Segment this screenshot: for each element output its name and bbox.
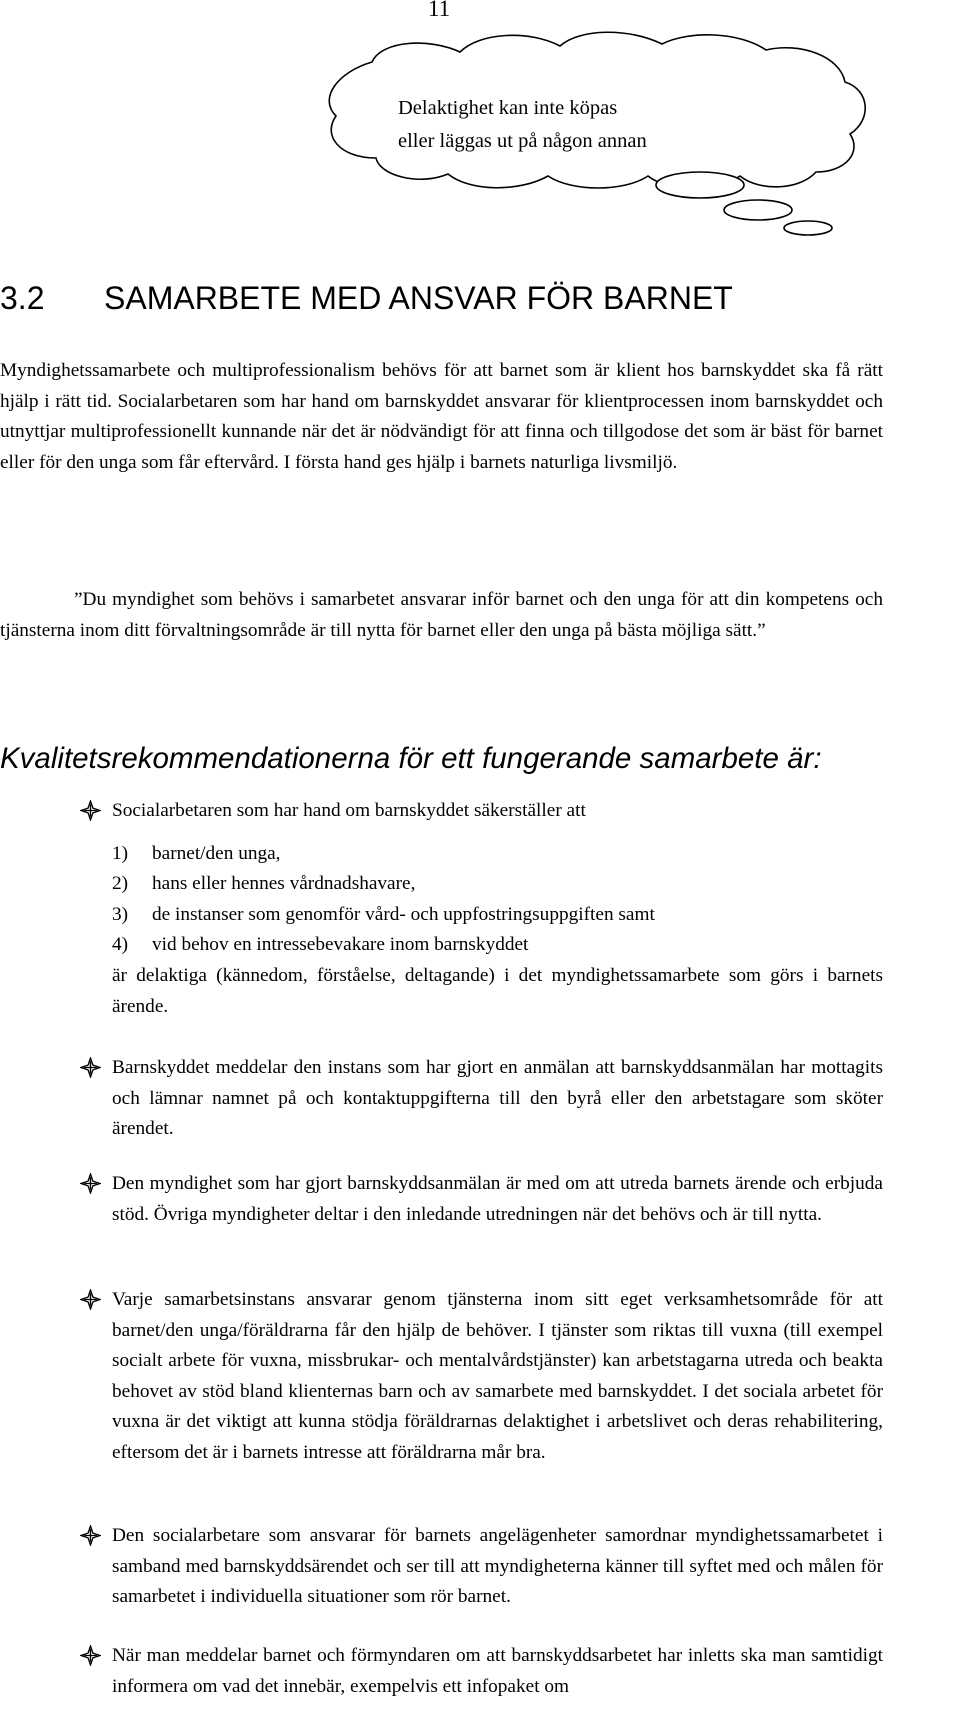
- list-item: [112, 839, 883, 870]
- party-list: [0, 839, 883, 961]
- diamond-bullet-icon: [80, 1057, 101, 1078]
- thought-bubble-medium: [724, 200, 792, 220]
- bullet-1-tail: är delaktiga (kännedom, förståelse, deltagande) i det myndighetssamarbete som görs i barnets ärende.: [112, 964, 883, 1017]
- section-number: 3.2: [0, 280, 45, 316]
- bullet-item-1: [0, 796, 883, 1022]
- page-number: 11: [428, 0, 451, 21]
- bullet-2-text: Barnskyddet meddelar den instans som har gjort en anmälan att barnskyddsanmälan har mottagits och lämnar namnet på och kontaktuppgifterna till den byrå eller den arbetstagare som sköter ärendet.: [112, 1057, 883, 1140]
- callout-line-2: eller läggas ut på någon annan: [398, 130, 647, 152]
- diamond-bullet-icon: [80, 1645, 101, 1666]
- list-item-number: 1): [112, 842, 129, 864]
- list-item-text: hans eller hennes vårdnadshavare,: [152, 873, 416, 895]
- diamond-bullet-icon: [80, 1525, 101, 1546]
- bullet-6-text: När man meddelar barnet och förmyndaren om att barnskyddsarbetet har inletts ska man samtidigt informera om vad det innebär, exempelvis ett infopaket om: [112, 1645, 883, 1697]
- diamond-bullet-icon: [80, 1173, 101, 1194]
- bullet-item-6: [0, 1641, 883, 1702]
- bullet-4-text: Varje samarbetsinstans ansvarar genom tjänsterna inom sitt eget verksamhetsområde för att barnet/den unga/föräldrarna får den hjälp de behöver. I tjänster som riktas till vuxna (till exempel socialt arbete för vuxna, missbrukar- och mentalvårdstjänster) kan arbetstagarna utreda och beakta behovet av stöd bland klienternas barn och av samarbete med barnskyddet. I det sociala arbetet för vuxna är det viktigt att kunna stödja föräldrarnas delaktighet i arbetslivet och deras rehabilitering, eftersom det är i barnets intresse att föräldrarna mår bra.: [112, 1289, 883, 1463]
- bullet-5-text: Den socialarbetare som ansvarar för barnets angelägenheter samordnar myndighetssamarbetet i samband med barnskyddsärendet och ser till att myndigheterna känner till syftet med och målen för samarbetet i individuella situationer som rör barnet.: [112, 1525, 883, 1608]
- list-item-number: 4): [112, 934, 129, 956]
- bullet-1-intro: Socialarbetaren som har hand om barnskyddet säkerställer att: [112, 800, 586, 821]
- callout-line-1: Delaktighet kan inte köpas: [398, 97, 618, 119]
- list-item-text: vid behov en intressebevakare inom barnskyddet: [152, 934, 529, 956]
- list-item-text: barnet/den unga,: [152, 842, 281, 864]
- section-heading: [0, 280, 733, 317]
- bullet-item-5: [0, 1521, 883, 1613]
- recommendations-heading: Kvalitetsrekommendationerna för ett fungerande samarbete är:: [0, 742, 822, 775]
- callout-text: [398, 92, 647, 158]
- bullet-item-4: [0, 1285, 883, 1469]
- intro-paragraph: Myndighetssamarbete och multiprofessionalism behövs för att barnet som är klient hos barnskyddet ska få rätt hjälp i rätt tid. Socialarbetaren som har hand om barnskyddet ansvarar för klientprocessen inom barnskyddet och utnyttjar multiprofessionellt kunnande när det är nödvändigt för att finna och tillgodose det som är bäst för barnet eller för den unga som får eftervård. I första hand ges hjälp i barnets naturliga livsmiljö.: [0, 360, 883, 473]
- thought-bubble-small: [784, 221, 832, 235]
- bullet-item-3: [0, 1169, 883, 1230]
- list-item: [112, 930, 883, 961]
- list-item-number: 3): [112, 903, 129, 925]
- thought-bubble-large: [656, 172, 744, 198]
- list-item: [112, 869, 883, 900]
- section-title: SAMARBETE MED ANSVAR FÖR BARNET: [104, 280, 733, 316]
- diamond-bullet-icon: [80, 1289, 101, 1310]
- bullet-item-2: [0, 1053, 883, 1145]
- list-item-number: 2): [112, 873, 129, 895]
- list-item: [112, 900, 883, 931]
- diamond-bullet-icon: [80, 800, 101, 821]
- bullet-3-text: Den myndighet som har gjort barnskyddsanmälan är med om att utreda barnets ärende och erbjuda stöd. Övriga myndigheter deltar i den inledande utredningen när det behövs och är till nytta.: [112, 1173, 883, 1225]
- quote-paragraph: ”Du myndighet som behövs i samarbetet ansvarar inför barnet och den unga för att din kompetens och tjänsterna inom ditt förvaltningsområde är till nytta för barnet eller den unga på bästa möjliga sätt.”: [0, 589, 883, 641]
- list-item-text: de instanser som genomför vård- och uppfostringsuppgiften samt: [152, 903, 655, 925]
